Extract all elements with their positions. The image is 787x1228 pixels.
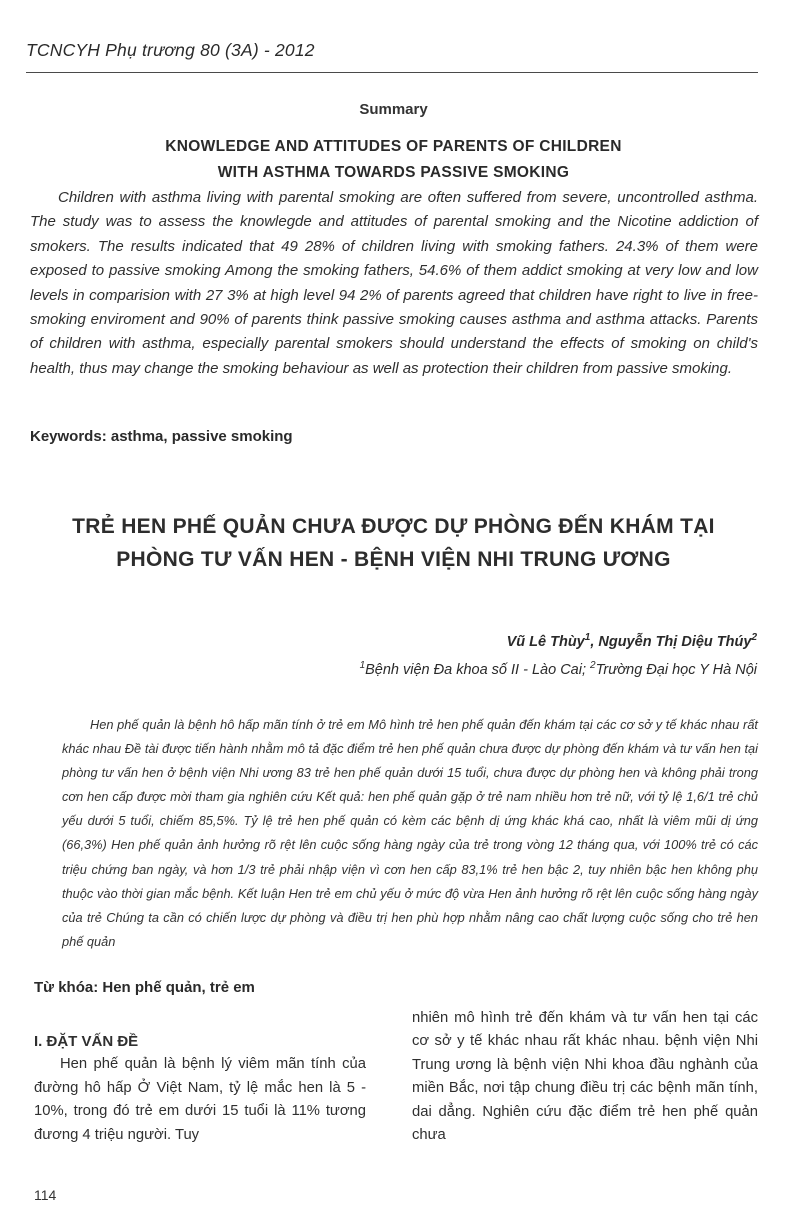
affiliation-1-sup: 1 (359, 660, 366, 671)
vietnamese-abstract: Hen phế quản là bệnh hô hấp mãn tính ở trẻ em Mô hình trẻ hen phế quản đến khám tại các cơ sở y tế khác nhau rất khác nhau Đề tài được tiến hành nhằm mô tả đặc điểm trẻ hen phế quản chưa được dự phòng đến khám và tư vấn hen tại phòng tư vấn hen ở bệnh viện Nhi ương 83 trẻ hen phế quản dưới 15 tuổi, chưa được dự phòng hen và không phải trong cơn hen cấp được mời tham gia nghiên cứu Kết quả: hen phế quản gặp ở trẻ nam nhiều hơn trẻ nữ, với tỷ lệ 1,6/1 trẻ chủ yếu dưới 5 tuổi, chiếm 85,5%. Tỷ lệ trẻ hen phế quản có kèm các bệnh dị ứng khác khá cao, nhất là viêm mũi dị ứng (66,3%) Hen phế quản ảnh hưởng rõ rệt lên cuộc sống hàng ngày của trẻ trong vòng 12 tháng qua, với 100% trẻ có các triệu chứng ban ngày, và hơn 1/3 trẻ phải nhập viện vì cơn hen cấp 83,1% trẻ hen bậc 2, tuy nhiên bậc hen không phụ thuộc vào thời gian mắc bệnh. Kết luận Hen trẻ em chủ yếu ở mức độ vừa Hen ảnh hưởng rõ rệt lên cuộc sống hàng ngày của trẻ Chúng ta cần có chiến lược dự phòng và điều trị hen phù hợp nhằm nâng cao chất lượng cuộc sống cho trẻ hen phế quản (62, 717, 758, 949)
section-heading: I. ĐẶT VẤN ĐỀ (34, 1033, 139, 1050)
author-1-sup: 1 (584, 632, 591, 643)
page-number: 114 (34, 1187, 57, 1203)
affiliations (360, 660, 757, 678)
right-column (412, 1007, 758, 1147)
summary-label: Summary (359, 101, 428, 118)
english-title-line-2: WITH ASTHMA TOWARDS PASSIVE SMOKING (217, 164, 570, 181)
author-2: Nguyễn Thị Diệu Thúy (598, 633, 752, 650)
article-title-line-2: PHÒNG TƯ VẤN HEN - BỆNH VIỆN NHI TRUNG ƯƠNG (116, 548, 671, 571)
author-1: Vũ Lê Thùy (506, 633, 585, 650)
affiliation-2-sup: 2 (590, 660, 596, 671)
affiliation-2: Trường Đại học Y Hà Nội (595, 661, 757, 678)
affiliation-1: Bệnh viện Đa khoa số II - Lào Cai; (365, 661, 591, 678)
english-title (0, 134, 787, 186)
english-title-line-1: KNOWLEDGE AND ATTITUDES OF PARENTS OF CHILDREN (165, 138, 622, 155)
article-title (0, 510, 787, 576)
author-2-sup: 2 (751, 632, 757, 643)
authors (507, 632, 757, 650)
journal-header: TCNCYH Phụ trương 80 (3A) - 2012 (26, 40, 315, 60)
author-separator: , (590, 633, 599, 650)
english-abstract: Children with asthma living with parental smoking are often suffered from severe, uncontrolled asthma. The study was to assess the knowlegde and attitudes of parental smoking and the Nicotine addiction of smokers. The results indicated that 49 28% of children living with smoking fathers. 24.3% of them were exposed to passive smoking Among the smoking fathers, 54.6% of them addict smoking at very low and low levels in comparision with 27 3% at high level 94 2% of parents agreed that children have right to live in free-smoking enviroment and 90% of parents think passive smoking causes asthma and asthma attacks. Parents of children with asthma, especially parental smokers should understand the effects of smoking on child's health, thus may change the smoking behaviour as well as protection their children from passive smoking. (30, 189, 758, 377)
left-column-text: Hen phế quản là bệnh lý viêm mãn tính của đường hô hấp Ở Việt Nam, tỷ lệ mắc hen là 5 - 10%, trong đó trẻ em dưới 15 tuổi là 11% tương đương 4 triệu người. Tuy (34, 1056, 366, 1143)
vietnamese-keywords: Từ khóa: Hen phế quản, trẻ em (34, 979, 255, 996)
left-column (34, 1030, 366, 1147)
header-rule (26, 72, 758, 73)
english-keywords: Keywords: asthma, passive smoking (30, 428, 293, 445)
right-column-text: nhiên mô hình trẻ đến khám và tư vấn hen tại các cơ sở y tế khác nhau rất khác nhau. bệnh viện Nhi Trung ương là bệnh viện Nhi khoa đầu nghành của miền Bắc, nơi tập chung điều trị các bệnh mãn tính, dai dẳng. Nghiên cứu đặc điểm trẻ hen phế quản chưa (412, 1010, 758, 1144)
article-title-line-1: TRẺ HEN PHẾ QUẢN CHƯA ĐƯỢC DỰ PHÒNG ĐẾN KHÁM TẠI (72, 515, 715, 538)
